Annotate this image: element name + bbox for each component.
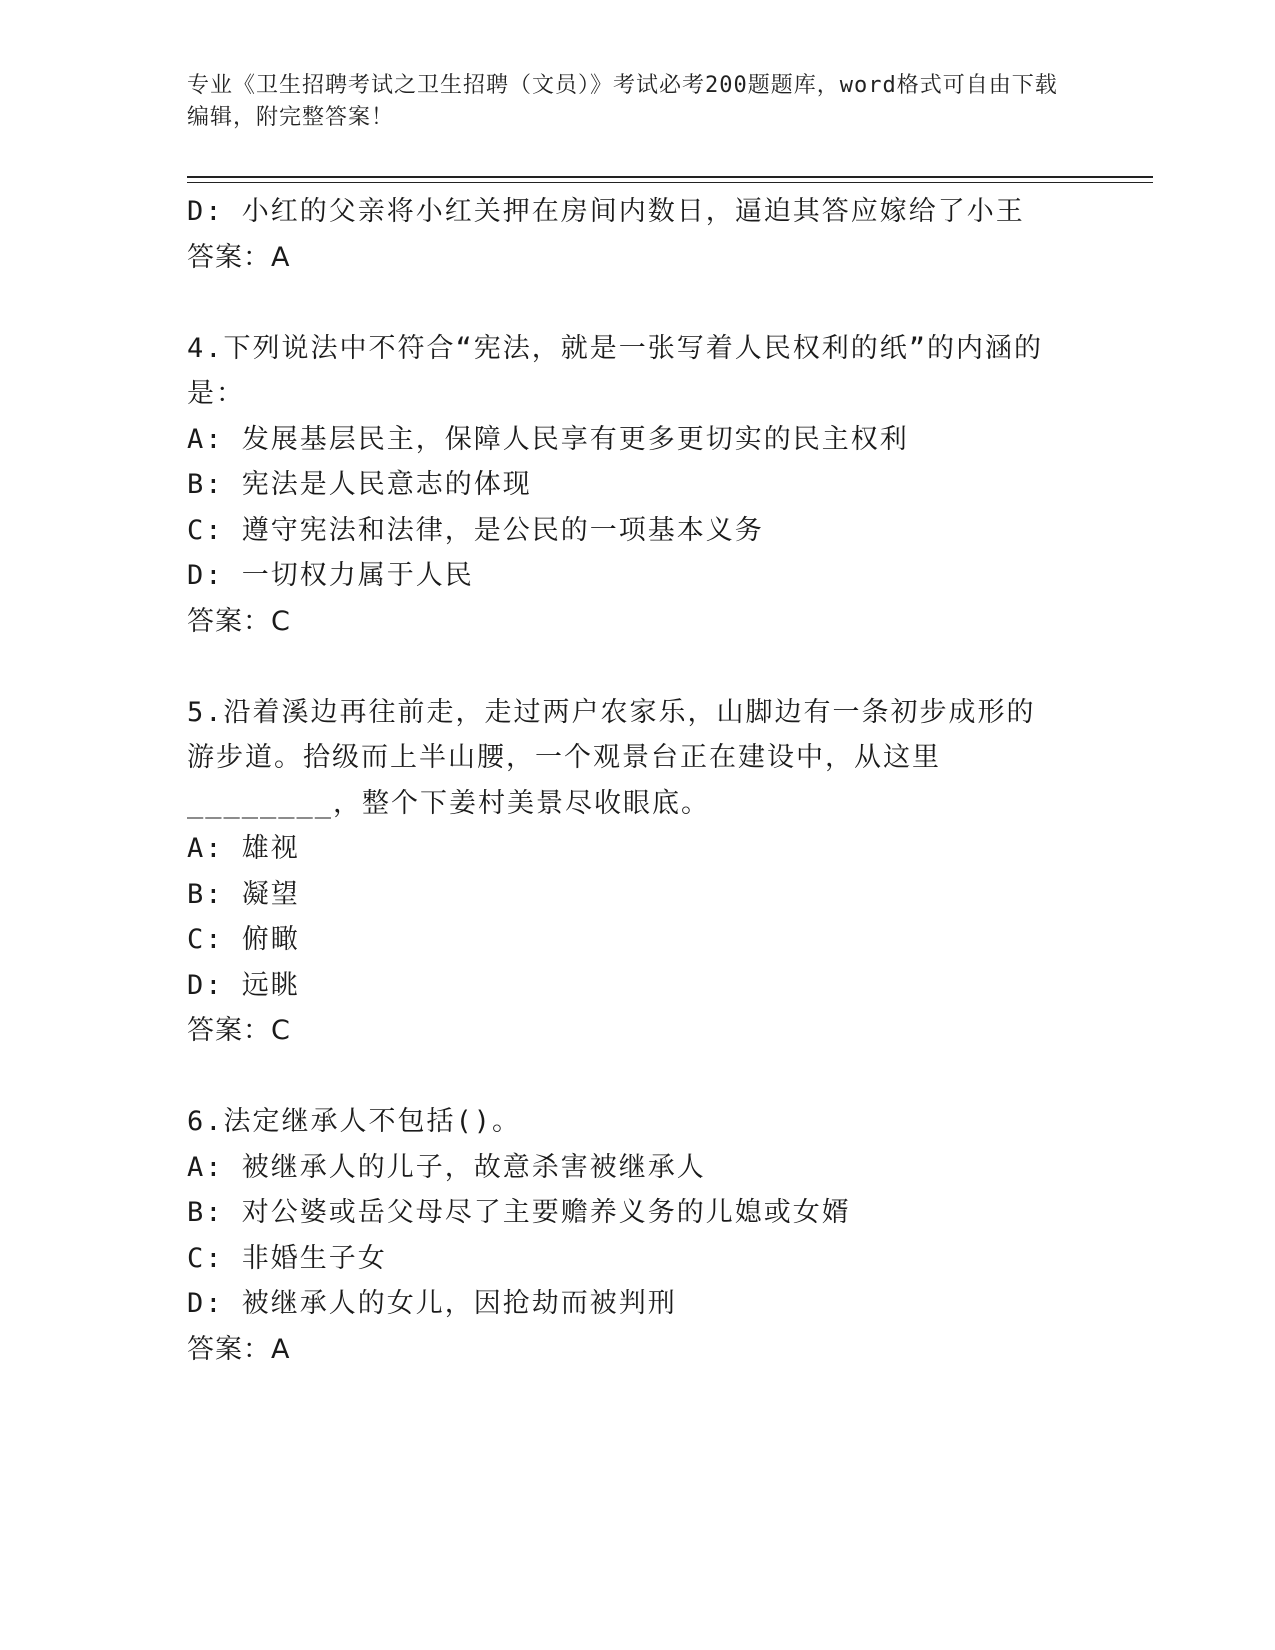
option-d: D: 被继承人的女儿，因抢劫而被判刑 [187,1288,677,1319]
question-stem: 4.下列说法中不符合“宪法，就是一张写着人民权利的纸”的内涵的是： [187,332,1044,409]
option-d: D: 小红的父亲将小红关押在房间内数日，逼迫其答应嫁给了小王 [187,196,1025,227]
question-block-5 [187,690,1067,1054]
option-b: B: 宪法是人民意志的体现 [187,469,532,500]
answer-label: 答案：A [187,1333,291,1365]
option-b: B: 对公婆或岳父母尽了主要赡养义务的儿媳或女婿 [187,1197,851,1228]
header-rule-thick [187,176,1153,178]
question-block-6 [187,1099,1067,1372]
answer-label: 答案：C [187,605,291,637]
option-c: C: 俯瞰 [187,924,300,955]
option-d: D: 一切权力属于人民 [187,560,474,591]
question-block-4 [187,326,1067,645]
option-a: A: 雄视 [187,833,300,864]
option-a: A: 发展基层民主，保障人民享有更多更切实的民主权利 [187,423,909,455]
option-c: C: 遵守宪法和法律，是公民的一项基本义务 [187,514,764,546]
answer-label: 答案：A [187,241,291,273]
option-a: A: 被继承人的儿子，故意杀害被继承人 [187,1151,706,1183]
option-b: B: 凝望 [187,878,300,910]
spacer [187,280,1067,326]
spacer [187,1054,1067,1100]
header-rule-thin [187,182,1153,183]
question-list [187,189,1067,1372]
option-c: C: 非婚生子女 [187,1242,387,1274]
answer-label: 答案：C [187,1015,291,1046]
option-d: D: 远眺 [187,969,300,1001]
question-block-3 [187,189,1067,280]
header-title: 专业《卫生招聘考试之卫生招聘（文员）》考试必考200题题库，word格式可自由下载编辑，附完整答案！ [187,73,1058,130]
question-stem: 5.沿着溪边再往前走，走过两户农家乐，山脚边有一条初步成形的游步道。拾级而上半山腰，一个观景台正在建设中，从这里________，整个下姜村美景尽收眼底。 [187,696,1036,819]
question-stem: 6.法定继承人不包括()。 [187,1106,522,1137]
spacer [187,644,1067,690]
document-header [187,70,1067,134]
